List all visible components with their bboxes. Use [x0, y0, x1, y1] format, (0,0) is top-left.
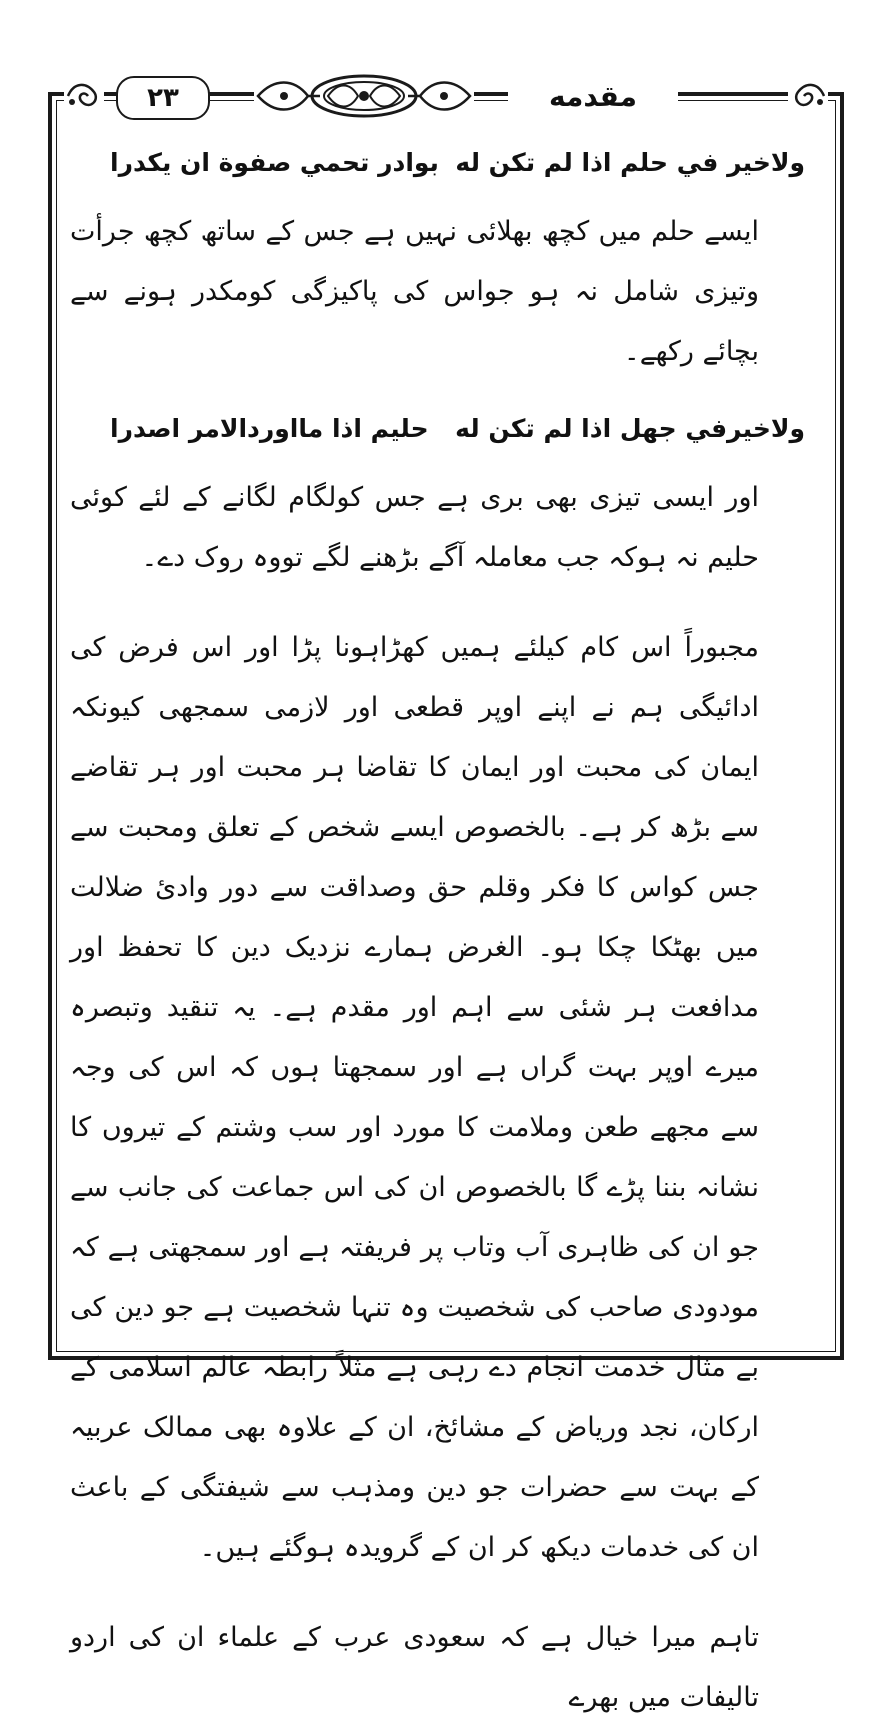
header-flourish-left-icon — [64, 78, 104, 114]
couplet-translation-paragraph: اور ایسی تیزی بھی بری ہے جس کولگام لگانے کے لئے کوئی حلیم نہ ہوکہ جب معاملہ آگے بڑھنے لگے تووہ روک دے۔ — [70, 482, 759, 573]
arabic-couplet — [70, 406, 815, 468]
header-ornament-icon — [254, 72, 474, 120]
couplet-second-hemistich: بوادر تحمي صفوة ان يكدرا — [110, 148, 439, 177]
arabic-couplet — [70, 140, 815, 202]
page-header — [58, 72, 834, 120]
couplet-first-hemistich: ولاخيرفي جهل اذا لم تكن له — [455, 414, 805, 443]
couplet-translation-paragraph: ایسے حلم میں کچھ بھلائی نہیں ہے جس کے ساتھ کچھ جرأت وتیزی شامل نہ ہو جواس کی پاکیزگی کومکدر ہونے سے بچائے رکھے۔ — [70, 216, 759, 367]
page-body — [70, 140, 815, 1728]
header-flourish-right-icon — [788, 78, 828, 114]
running-title: مقدمه — [508, 76, 678, 116]
couplet-second-hemistich: حليم اذا مااوردالامر اصدرا — [110, 414, 429, 443]
body-paragraph: مجبوراً اس کام کیلئے ہمیں کھڑاہونا پڑا اور اس فرض کی ادائیگی ہم نے اپنے اوپر قطعی اور لازمی سمجھی کیونکہ ایمان کی محبت اور ایمان کا تقاضا ہر محبت اور ہر تقاضے سے بڑھ کر ہے۔ بالخصوص ایسے شخص کے تعلق ومحبت سے جس کواس کا فکر وقلم حق وصداقت سے دور وادئ ضلالت میں بھٹکا چکا ہو۔ الغرض ہمارے نزدیک دین کا تحفظ اور مدافعت ہر شئی سے اہم اور مقدم ہے۔ یہ تنقید وتبصرہ میرے اوپر بہت گراں ہے اور سمجھتا ہوں کہ اس کی وجہ سے مجھے طعن وملامت کا مورد اور سب وشتم کے تیروں کا نشانہ بننا پڑے گا بالخصوص ان کی اس جماعت کی جانب سے جو ان کی ظاہری آب وتاب پر فریفتہ ہے اور سمجھتی ہے کہ مودودی صاحب کی شخصیت وہ تنہا شخصیت ہے جو دین کی بے مثال خدمت انجام دے رہی ہے مثلاً رابطہ عالم اسلامی کے ارکان، نجد وریاض کے مشائخ، ان کے علاوہ بھی ممالک عربیہ کے بہت سے حضرات جو دین ومذہب سے شیفتگی کے باعث ان کی خدمات دیکھ کر ان کے گرویدہ ہوگئے ہیں۔ — [70, 632, 759, 1563]
page-number: ۲۳ — [116, 76, 210, 120]
couplet-first-hemistich: ولاخير في حلم اذا لم تكن له — [455, 148, 805, 177]
body-paragraph: تاہم میرا خیال ہے کہ سعودی عرب کے علماء ان کی اردو تالیفات میں بھرے — [70, 1622, 759, 1713]
